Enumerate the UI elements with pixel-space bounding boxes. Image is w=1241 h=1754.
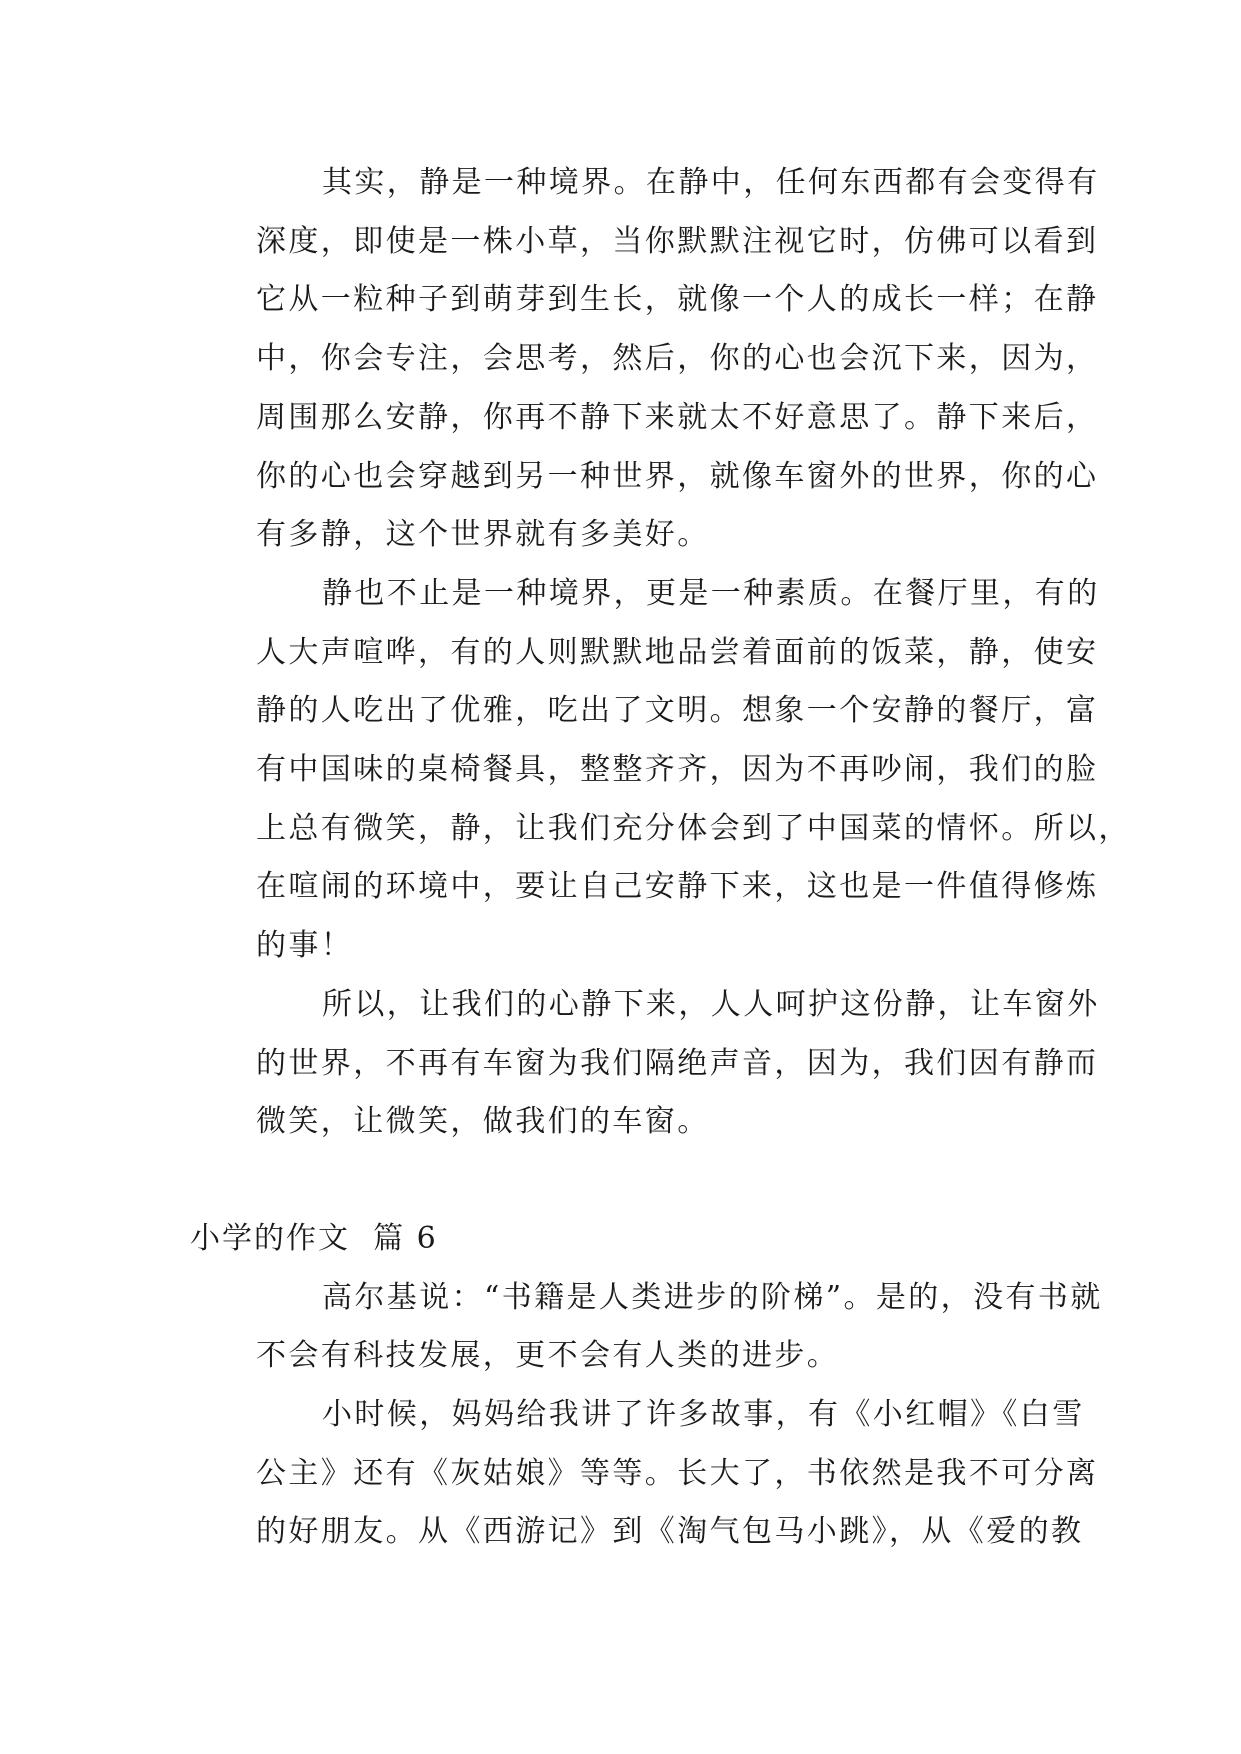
paragraph [190, 154, 1100, 565]
text-line: 不会有科技发展，更不会有人类的进步。 [256, 1338, 840, 1374]
text-line: 高尔基说：“书籍是人类进步的阶梯”。是的，没有书就 [322, 1279, 1103, 1315]
text-line: 在喧闹的环境中，要让自己安静下来，这也是一件值得修炼 [256, 869, 1099, 905]
text-line: 的好朋友。从《西游记》到《淘气包马小跳》，从《爱的教 [256, 1514, 1084, 1550]
text-line: 其实，静是一种境界。在静中，任何东西都有会变得有 [322, 165, 1100, 200]
document-body [190, 154, 1131, 1562]
heading-text: 小学的作文 篇 6 [190, 1220, 438, 1256]
text-line: 上总有微笑，静，让我们充分体会到了中国菜的情怀。所以， [256, 810, 1131, 846]
text-line: 所以，让我们的心静下来，人人呵护这份静，让车窗外 [322, 986, 1100, 1022]
text-line: 深度，即使是一株小草，当你默默注视它时，仿佛可以看到 [256, 223, 1099, 259]
text-line: 周围那么安静，你再不静下来就太不好意思了。静下来后， [256, 399, 1099, 435]
text-line: 公主》还有《灰姑娘》等等。长大了，书依然是我不可分离 [256, 1455, 1099, 1491]
text-line: 的世界，不再有车窗为我们隔绝声音，因为，我们因有静而 [256, 1045, 1099, 1081]
text-line: 人大声喧哗，有的人则默默地品尝着面前的饭菜，静，使安 [256, 634, 1099, 670]
text-line: 它从一粒种子到萌芽到生长，就像一个人的成长一样；在静 [256, 282, 1099, 318]
paragraph [190, 1269, 1103, 1386]
text-line: 静的人吃出了优雅，吃出了文明。想象一个安静的餐厅，富 [256, 693, 1099, 729]
text-line: 中，你会专注，会思考，然后，你的心也会沉下来，因为， [256, 341, 1099, 377]
text-line: 微笑，让微笑，做我们的车窗。 [256, 1104, 710, 1140]
paragraph [190, 976, 1100, 1152]
text-line: 小时候，妈妈给我讲了许多故事，有《小红帽》《白雪 [322, 1397, 1085, 1433]
text-line: 静也不止是一种境界，更是一种素质。在餐厅里，有的 [322, 575, 1100, 611]
paragraph [190, 565, 1131, 976]
text-line: 有中国味的桌椅餐具，整整齐齐，因为不再吵闹，我们的脸 [256, 752, 1099, 788]
paragraph [190, 1386, 1099, 1562]
section-heading [190, 1210, 1050, 1269]
text-line: 的事！ [256, 928, 354, 964]
section-1 [190, 154, 1131, 1152]
text-line: 有多静，这个世界就有多美好。 [256, 517, 710, 553]
section-2 [190, 1269, 1103, 1563]
text-line: 你的心也会穿越到另一种世界，就像车窗外的世界，你的心 [256, 458, 1099, 494]
